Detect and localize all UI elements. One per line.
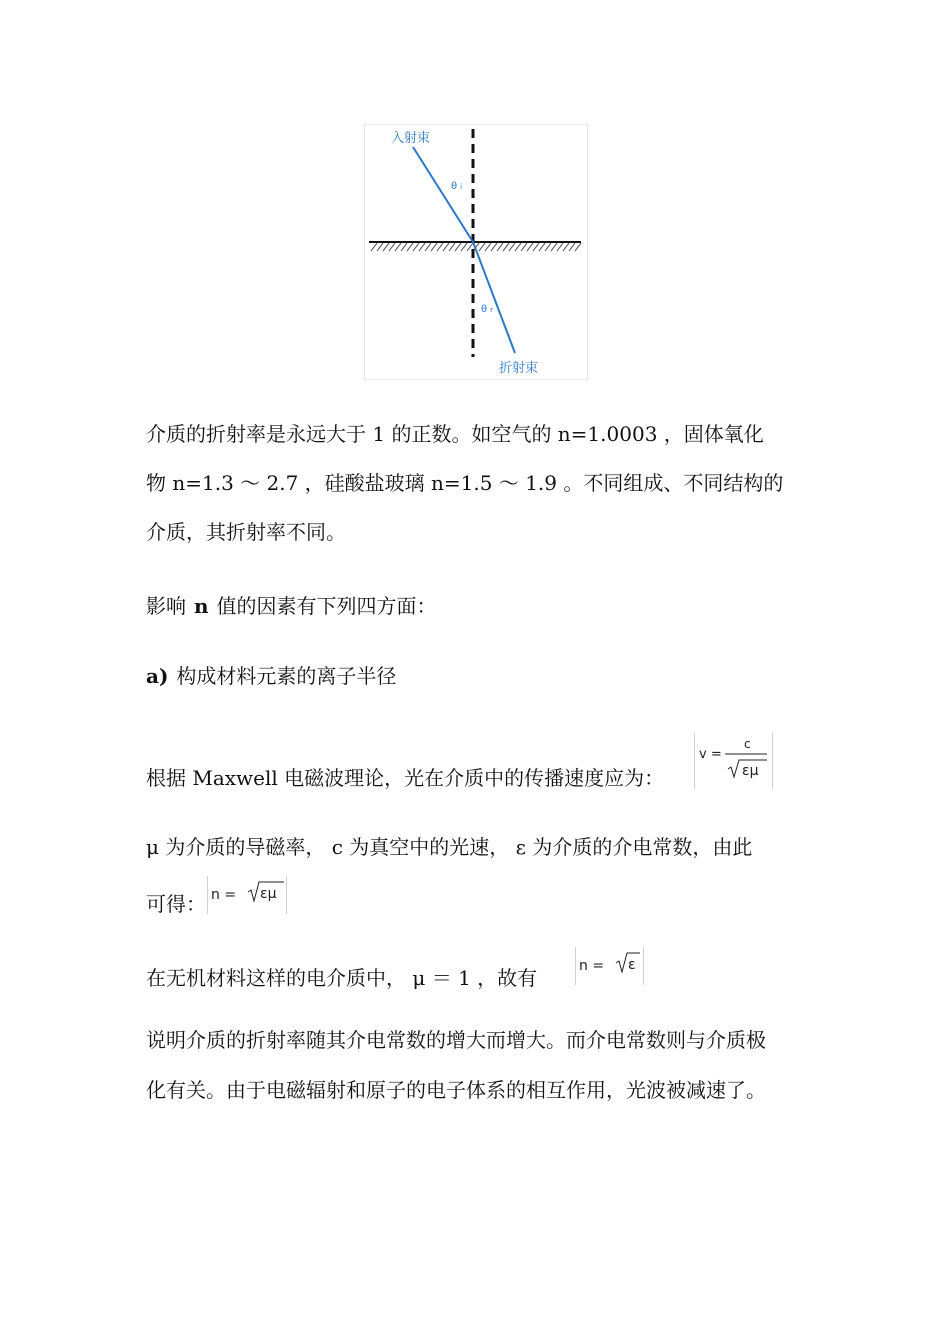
theta-i-label: θ i (451, 181, 463, 192)
paragraph-1-line-1: 介质的折射率是永远大于 1 的正数。如空气的 n=1.0003 ，固体氧化 (146, 422, 764, 446)
svg-text:εμ: εμ (742, 763, 759, 779)
svg-text:n =: n = (579, 958, 605, 974)
theta-r-label: θ r (481, 304, 494, 315)
paragraph-2 (146, 592, 437, 620)
n-epsilon-formula-svg (576, 947, 643, 985)
refraction-diagram (364, 124, 588, 380)
velocity-formula (694, 733, 773, 789)
n-epsilon-mu-formula-svg (208, 876, 286, 914)
paragraph-7-line-2: 化有关。由于电磁辐射和原子的电子体系的相互作用，光波被减速了。 (146, 1078, 766, 1102)
paragraph-7-line-1: 说明介质的折射率随其介电常数的增大而增大。而介电常数则与介质极 (146, 1028, 766, 1052)
list-marker-a: a) (146, 664, 169, 688)
svg-text:v =: v = (699, 747, 722, 762)
incident-beam-label: 入射束 (391, 131, 431, 146)
list-item-a-text: 构成材料元素的离子半径 (176, 664, 397, 688)
paragraph-5-line-2: 可得： (146, 892, 206, 916)
svg-text:n =: n = (211, 887, 237, 903)
paragraph-2-n: n (194, 594, 209, 618)
svg-text:c: c (744, 737, 751, 751)
incident-beam (413, 147, 473, 242)
paragraph-2-text-a: 影响 (146, 594, 186, 618)
svg-text:ε: ε (628, 957, 636, 973)
paragraph-1-line-3: 介质，其折射率不同。 (146, 520, 346, 544)
paragraph-2-text-b: 值的因素有下列四方面： (216, 594, 437, 618)
paragraph-4: 根据 Maxwell 电磁波理论，光在介质中的传播速度应为： (146, 766, 665, 790)
refracted-beam-label: 折射束 (499, 361, 539, 376)
paragraph-3 (146, 662, 396, 690)
paragraph-1-line-2: 物 n=1.3 ～ 2.7 ，硅酸盐玻璃 n=1.5 ～ 1.9 。不同组成、不同结构的 (146, 471, 784, 495)
refraction-svg (365, 125, 587, 379)
n-epsilon-formula (575, 947, 644, 985)
paragraph-5-line-1: μ 为介质的导磁率， c 为真空中的光速， ε 为介质的介电常数，由此 (146, 835, 753, 859)
n-epsilon-mu-formula (207, 876, 287, 914)
svg-text:εμ: εμ (260, 886, 277, 902)
refracted-beam (473, 242, 515, 353)
velocity-formula-svg (695, 733, 772, 789)
paragraph-6: 在无机材料这样的电介质中， μ ＝ 1 ，故有 (146, 966, 538, 990)
